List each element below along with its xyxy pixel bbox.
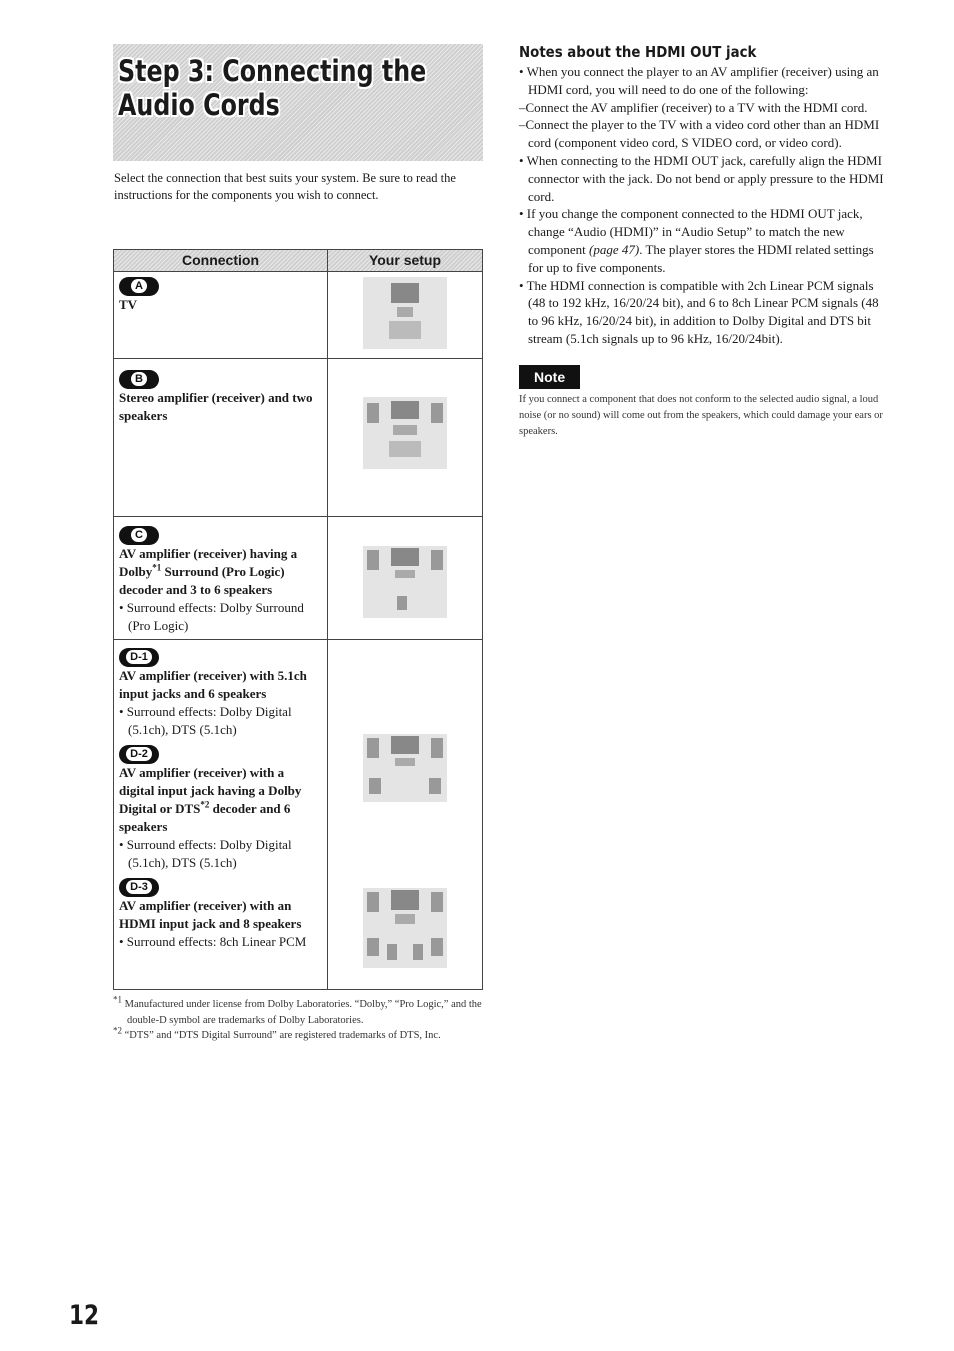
header-your-setup: Your setup xyxy=(328,250,483,272)
list-item: • When connecting to the HDMI OUT jack, carefully align the HDMI connector with the jack. Do not bend or apply pressure to the HDMI cord. xyxy=(519,152,884,204)
row-title: AV amplifier (receiver) having a Dolby$^{*1}$ Surround (Pro Logic) decoder and 3 to 6 speakers xyxy=(119,546,298,597)
intro-text: Select the connection that best suits your system. Be sure to read the instructions for the components you wish to connect. xyxy=(114,171,456,202)
setup-illustration-5-1ch xyxy=(355,730,455,806)
row-effect: • Surround effects: Dolby Digital (5.1ch), DTS (5.1ch) xyxy=(119,704,292,737)
list-item: • If you change the component connected to the HDMI OUT jack, change “Audio (HDMI)” in “Audio Setup” to match the new component (page 47). The player stores the HDMI related settings for up to five components. xyxy=(519,206,874,275)
table-header-row xyxy=(114,250,483,272)
badge-a: A xyxy=(119,277,159,296)
list-item: –Connect the AV amplifier (receiver) to a TV with the HDMI cord. xyxy=(519,99,868,115)
title-banner xyxy=(113,44,483,161)
table-row xyxy=(114,359,483,517)
badge-c: C xyxy=(119,526,159,545)
setup-illustration-8ch xyxy=(355,884,455,972)
table-row xyxy=(114,517,483,640)
row-title: TV xyxy=(119,297,138,312)
badge-d1: D-1 xyxy=(119,648,159,667)
list-item: • The HDMI connection is compatible with 2ch Linear PCM signals (48 to 192 kHz, 16/20/24 bit), and 6 to 8ch Linear PCM signals (48 to 96 kHz, 16/20/24 bit), in addition to Dolby Digital and DTS bit stream (5.1ch signals up to 96 kHz, 16/20/24bit). xyxy=(519,277,879,346)
title-line-1: Step 3: Connecting the xyxy=(118,54,427,88)
table-row xyxy=(114,272,483,359)
row-title: AV amplifier (receiver) with an HDMI input jack and 8 speakers xyxy=(119,898,302,931)
row-effect: • Surround effects: Dolby Digital (5.1ch), DTS (5.1ch) xyxy=(119,837,292,870)
badge-b: B xyxy=(119,370,159,389)
row-effect: • Surround effects: Dolby Surround (Pro Logic) xyxy=(119,600,304,633)
note-label: Note xyxy=(519,365,580,389)
page-reference: (page 47) xyxy=(589,241,640,257)
setup-illustration-surround xyxy=(355,542,455,622)
row-title: AV amplifier (receiver) with a digital input jack having a Dolby Digital or DTS$^{*2}$ decoder and 6 speakers xyxy=(119,765,302,834)
badge-d3: D-3 xyxy=(119,878,159,897)
row-effect: • Surround effects: 8ch Linear PCM xyxy=(119,934,307,949)
page-title xyxy=(118,54,426,122)
hdmi-notes-section xyxy=(519,42,889,440)
title-line-2: Audio Cords xyxy=(118,88,280,122)
footnotes xyxy=(113,994,483,1044)
list-item: –Connect the player to the TV with a video cord other than an HDMI cord (component video cord, S VIDEO cord, or video cord). xyxy=(519,117,880,151)
notes-list xyxy=(519,63,889,348)
setup-illustration-stereo xyxy=(355,393,455,473)
footnote-1: $^{*1}$ Manufactured under license from Dolby Laboratories. “Dolby,” “Pro Logic,” and the double-D symbol are trademarks of Dolby Laboratories. xyxy=(113,994,482,1026)
row-title: Stereo amplifier (receiver) and two speakers xyxy=(119,390,313,423)
header-connection: Connection xyxy=(114,250,328,272)
setup-illustration-tv xyxy=(355,273,455,353)
list-item: • When you connect the player to an AV amplifier (receiver) using an HDMI cord, you will need to do one of the following: xyxy=(519,64,879,97)
notes-heading: Notes about the HDMI OUT jack xyxy=(519,43,757,61)
note-text: If you connect a component that does not conform to the selected audio signal, a loud noise (or no sound) will come out from the speakers, which could damage your ears or speakers. xyxy=(519,393,883,437)
footnote-2: $^{*2}$ “DTS” and “DTS Digital Surround” are registered trademarks of DTS, Inc. xyxy=(113,1025,441,1041)
table-row xyxy=(114,640,483,990)
row-title: AV amplifier (receiver) with 5.1ch input jacks and 6 speakers xyxy=(119,668,307,701)
page-number: 12 xyxy=(69,1300,100,1331)
badge-d2: D-2 xyxy=(119,745,159,764)
connection-table xyxy=(113,249,483,990)
